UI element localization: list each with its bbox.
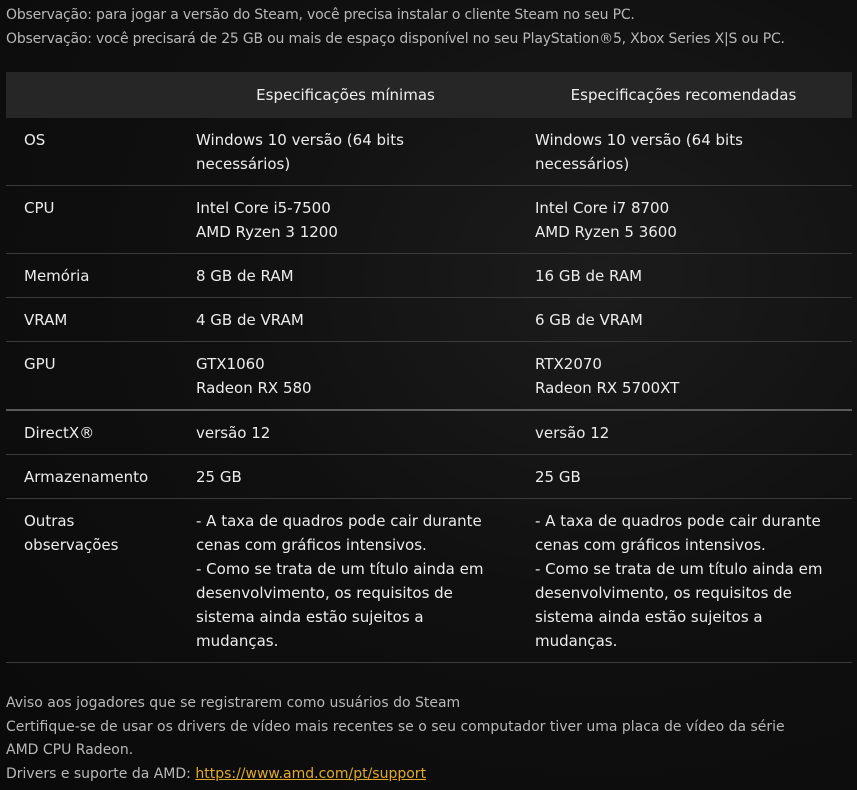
min-value: GTX1060 Radeon RX 580: [176, 342, 515, 411]
row-label: Outras observações: [6, 499, 176, 663]
row-label: Armazenamento: [6, 455, 176, 499]
min-value: 25 GB: [176, 455, 515, 499]
row-memory: [6, 254, 852, 298]
min-value: 8 GB de RAM: [176, 254, 515, 298]
notes: [6, 3, 785, 51]
row-vram: [6, 298, 852, 342]
rec-value: Windows 10 versão (64 bits necessários): [515, 118, 852, 186]
footer-notice: [6, 692, 846, 786]
row-label: CPU: [6, 186, 176, 254]
amd-support-link[interactable]: https://www.amd.com/pt/support: [195, 765, 427, 782]
min-value: 4 GB de VRAM: [176, 298, 515, 342]
header-category: [6, 72, 176, 118]
rec-value: - A taxa de quadros pode cair durante cenas com gráficos intensivos. - Como se trata de um título ainda em desenvolvimento, os requisitos de sistema ainda estão sujeitos a mudanças.: [515, 499, 852, 663]
row-gpu: [6, 342, 852, 411]
row-label: GPU: [6, 342, 176, 411]
header-recommended: Especificações recomendadas: [515, 72, 852, 118]
rec-value: 25 GB: [515, 455, 852, 499]
driver-notice: Certifique-se de usar os drivers de vídeo mais recentes se o seu computador tiver uma placa de vídeo da série: [6, 718, 785, 735]
rec-value: 6 GB de VRAM: [515, 298, 852, 342]
header-minimum: Especificações mínimas: [176, 72, 515, 118]
row-cpu: [6, 186, 852, 254]
steam-users-notice: Aviso aos jogadores que se registrarem como usuários do Steam: [6, 695, 461, 711]
row-label: VRAM: [6, 298, 176, 342]
storage-note: Observação: você precisará de 25 GB ou mais de espaço disponível no seu PlayStation®5, Xbox Series X|S ou PC.: [6, 31, 785, 47]
rec-value: Intel Core i7 8700 AMD Ryzen 5 3600: [515, 186, 852, 254]
table-header-row: [6, 72, 852, 118]
min-value: versão 12: [176, 410, 515, 455]
row-label: OS: [6, 118, 176, 186]
rec-value: RTX2070 Radeon RX 5700XT: [515, 342, 852, 411]
amd-support-label: Drivers e suporte da AMD:: [6, 765, 196, 782]
min-value: Intel Core i5-7500 AMD Ryzen 3 1200: [176, 186, 515, 254]
row-os: [6, 118, 852, 186]
min-value: - A taxa de quadros pode cair durante cenas com gráficos intensivos. - Como se trata de um título ainda em desenvolvimento, os requisitos de sistema ainda estão sujeitos a mudanças.: [176, 499, 515, 663]
rec-value: 16 GB de RAM: [515, 254, 852, 298]
system-requirements-table: [6, 72, 852, 663]
row-label: DirectX®: [6, 410, 176, 455]
row-storage: [6, 455, 852, 499]
steam-client-note: Observação: para jogar a versão do Steam, você precisa instalar o cliente Steam no seu PC.: [6, 7, 635, 23]
amd-support-line: [6, 763, 846, 787]
row-label: Memória: [6, 254, 176, 298]
min-value: Windows 10 versão (64 bits necessários): [176, 118, 515, 186]
rec-value: versão 12: [515, 410, 852, 455]
row-other-notes: [6, 499, 852, 663]
driver-notice-cont: AMD CPU Radeon.: [6, 742, 134, 758]
row-directx: [6, 410, 852, 455]
